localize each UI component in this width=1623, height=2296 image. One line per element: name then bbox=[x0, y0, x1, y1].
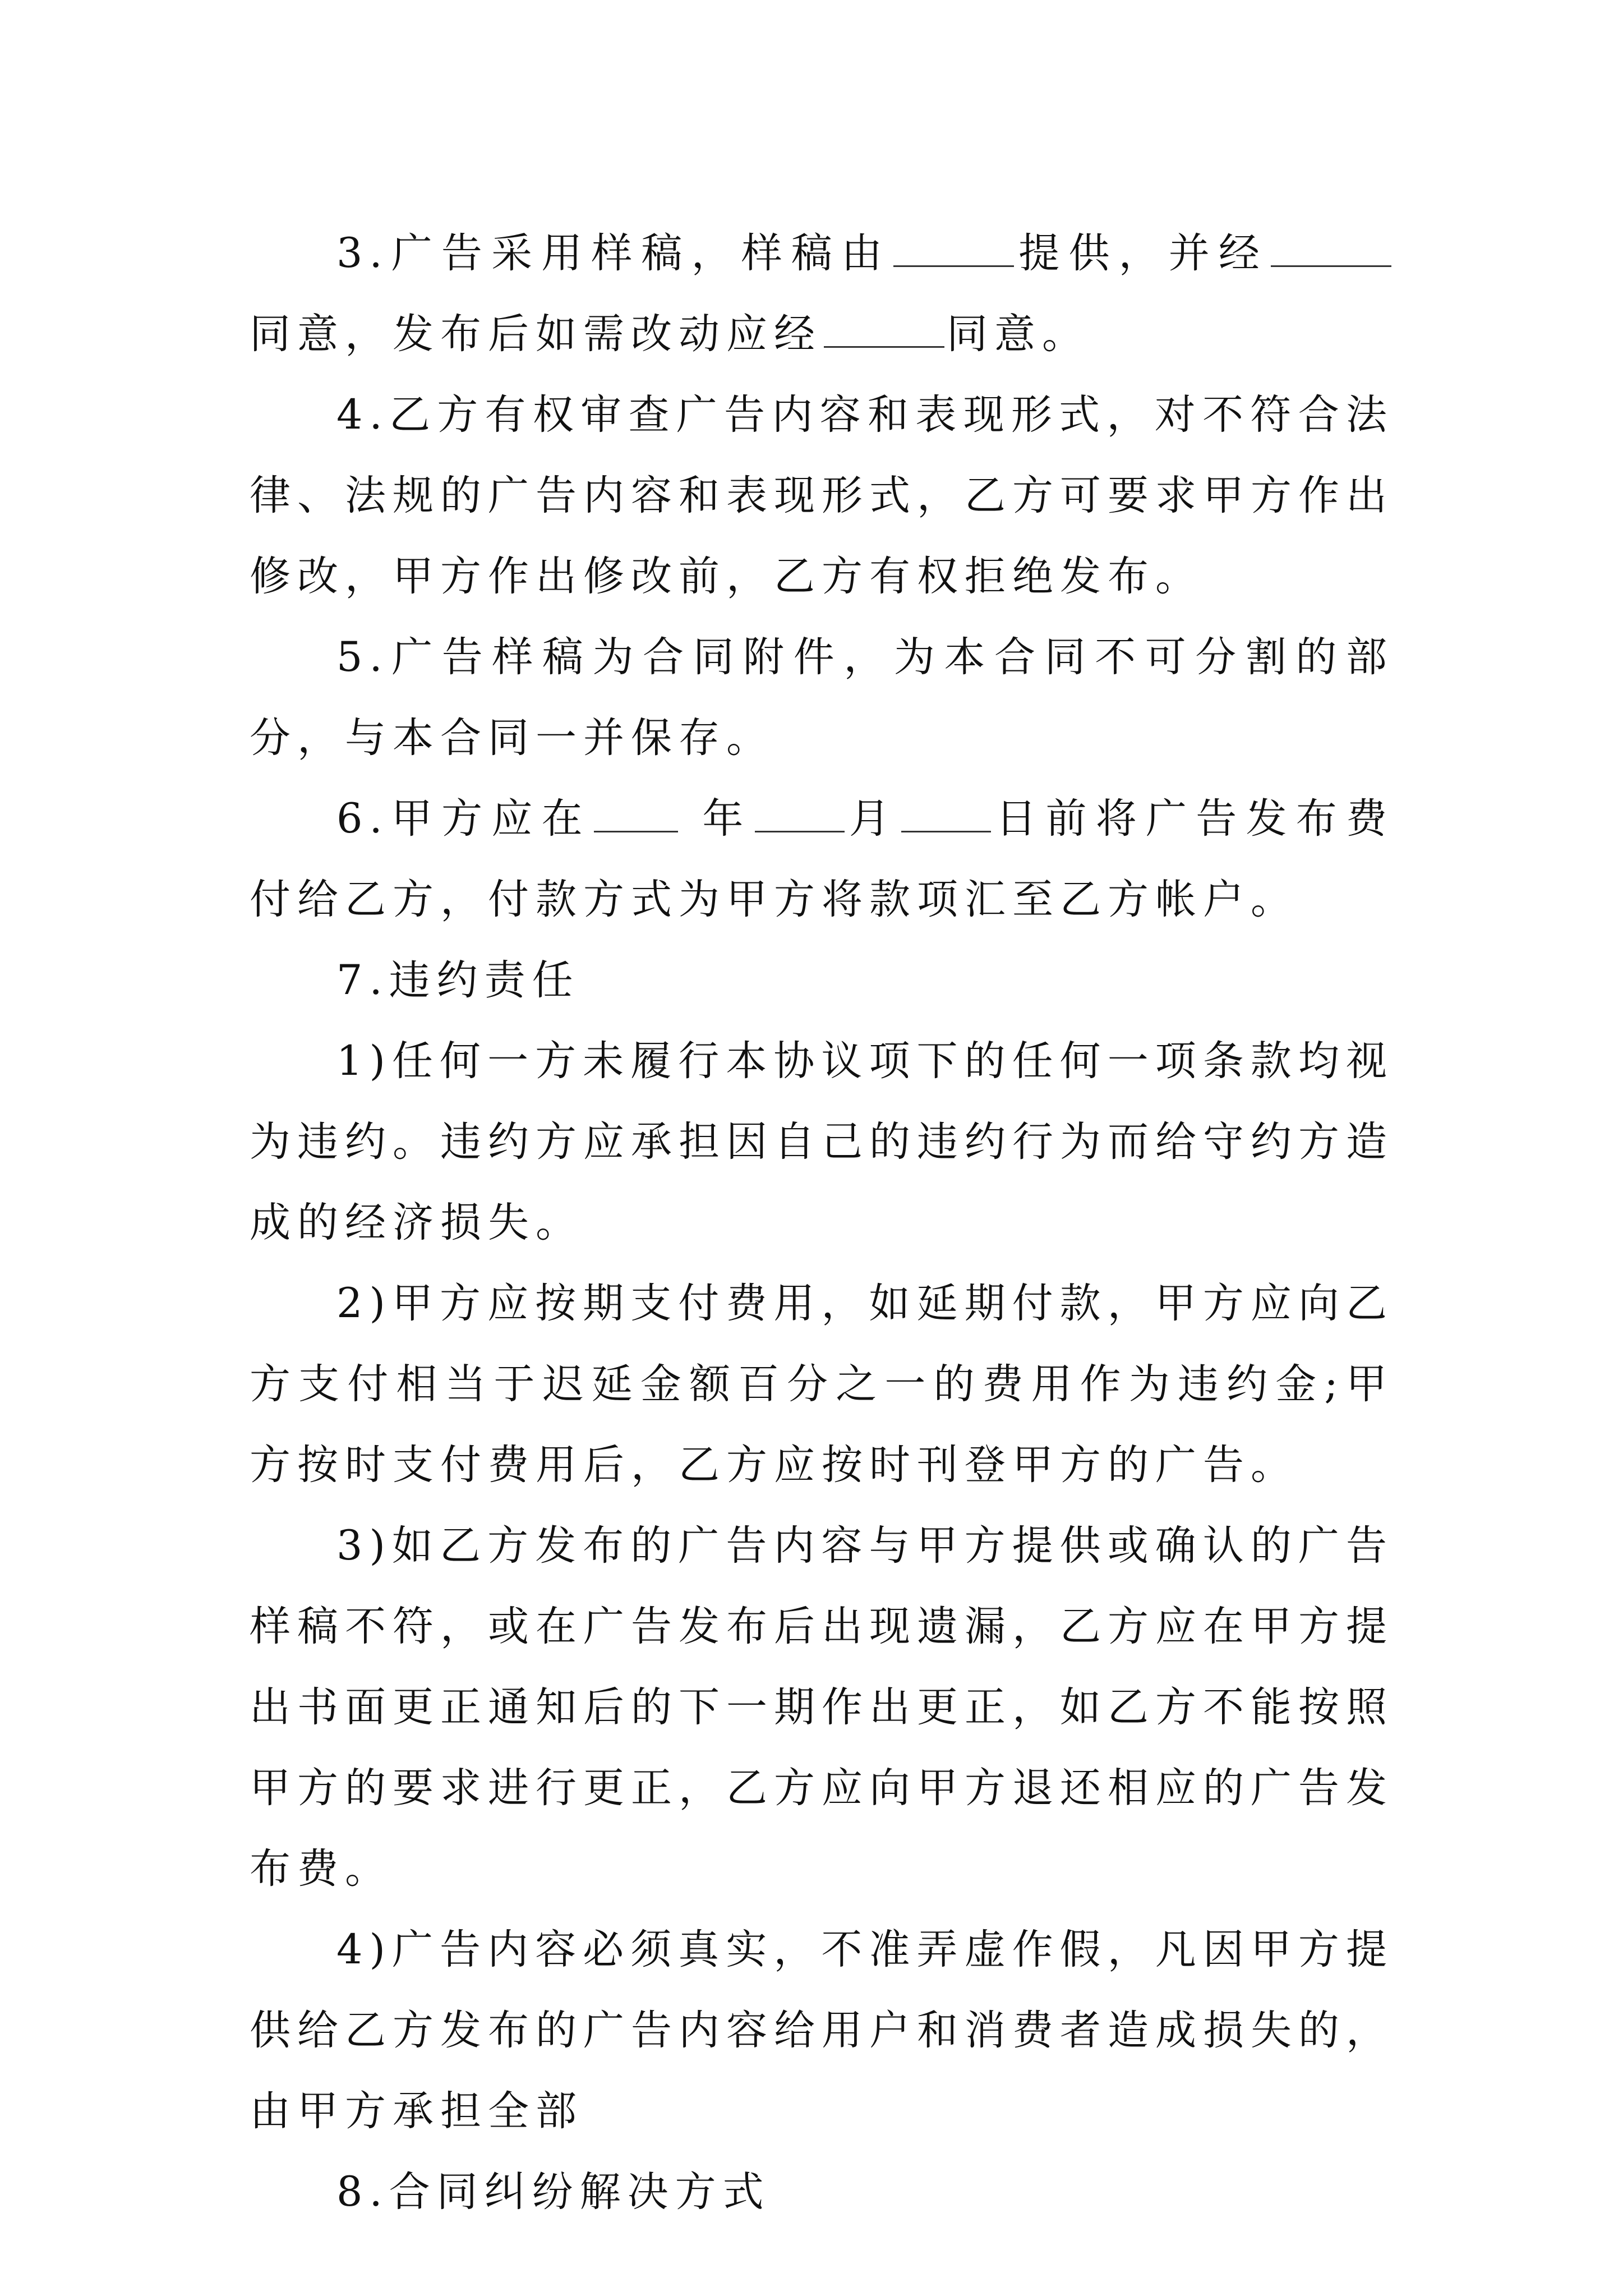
contract-body bbox=[250, 213, 1394, 2233]
clause-7-item-1: 1)任何一方未履行本协议项下的任何一项条款均视为违约。违约方应承担因自己的违约行为而给守约方造成的经济损失。 bbox=[250, 1037, 1394, 1246]
clause-3-text-c: 同意，发布后如需改动应经 bbox=[250, 310, 822, 358]
clause-3-text-a: 3.广告采用样稿，样稿由 bbox=[336, 229, 892, 277]
clause-7-item-2: 2)甲方应按期支付费用，如延期付款，甲方应向乙方支付相当于迟延金额百分之一的费用作为违约金;甲方按时支付费用后，乙方应按时刊登甲方的广告。 bbox=[250, 1280, 1394, 1489]
clause-6-year: 年 bbox=[702, 795, 753, 843]
clause-3-text-b: 提供，并经 bbox=[1016, 229, 1269, 277]
clause-6-text-a: 6.甲方应在 bbox=[336, 795, 592, 843]
clause-6-text-b: 日前将广告发布费付给乙方，付款方式为甲方将款项汇至乙方帐户。 bbox=[250, 795, 1394, 923]
clause-5: 5.广告样稿为合同附件，为本合同不可分割的部分，与本合同一并保存。 bbox=[250, 633, 1394, 762]
clause-6 bbox=[250, 779, 1394, 940]
blank-field bbox=[1271, 232, 1391, 267]
clause-3-text-d: 同意。 bbox=[947, 310, 1090, 358]
blank-field bbox=[755, 797, 845, 832]
clause-4: 4.乙方有权审查广告内容和表现形式，对不符合法律、法规的广告内容和表现形式，乙方可要求甲方作出修改，甲方作出修改前，乙方有权拒绝发布。 bbox=[250, 391, 1394, 600]
blank-field bbox=[893, 232, 1014, 267]
clause-8-heading: 8.合同纠纷解决方式 bbox=[336, 2168, 771, 2216]
clause-6-month: 月 bbox=[846, 795, 900, 843]
blank-field bbox=[901, 797, 991, 832]
clause-7-item-4: 4)广告内容必须真实，不准弄虚作假，凡因甲方提供给乙方发布的广告内容给用户和消费者造成损失的，由甲方承担全部 bbox=[250, 1926, 1394, 2135]
clause-7-item-3: 3)如乙方发布的广告内容与甲方提供或确认的广告样稿不符，或在广告发布后出现遗漏，乙方应在甲方提出书面更正通知后的下一期作出更正，如乙方不能按照甲方的要求进行更正，乙方应向甲方退还相应的广告发布费。 bbox=[250, 1522, 1394, 1893]
clause-7-heading: 7.违约责任 bbox=[336, 956, 580, 1004]
blank-field bbox=[824, 312, 944, 348]
clause-3 bbox=[250, 213, 1394, 375]
blank-field bbox=[594, 797, 678, 832]
